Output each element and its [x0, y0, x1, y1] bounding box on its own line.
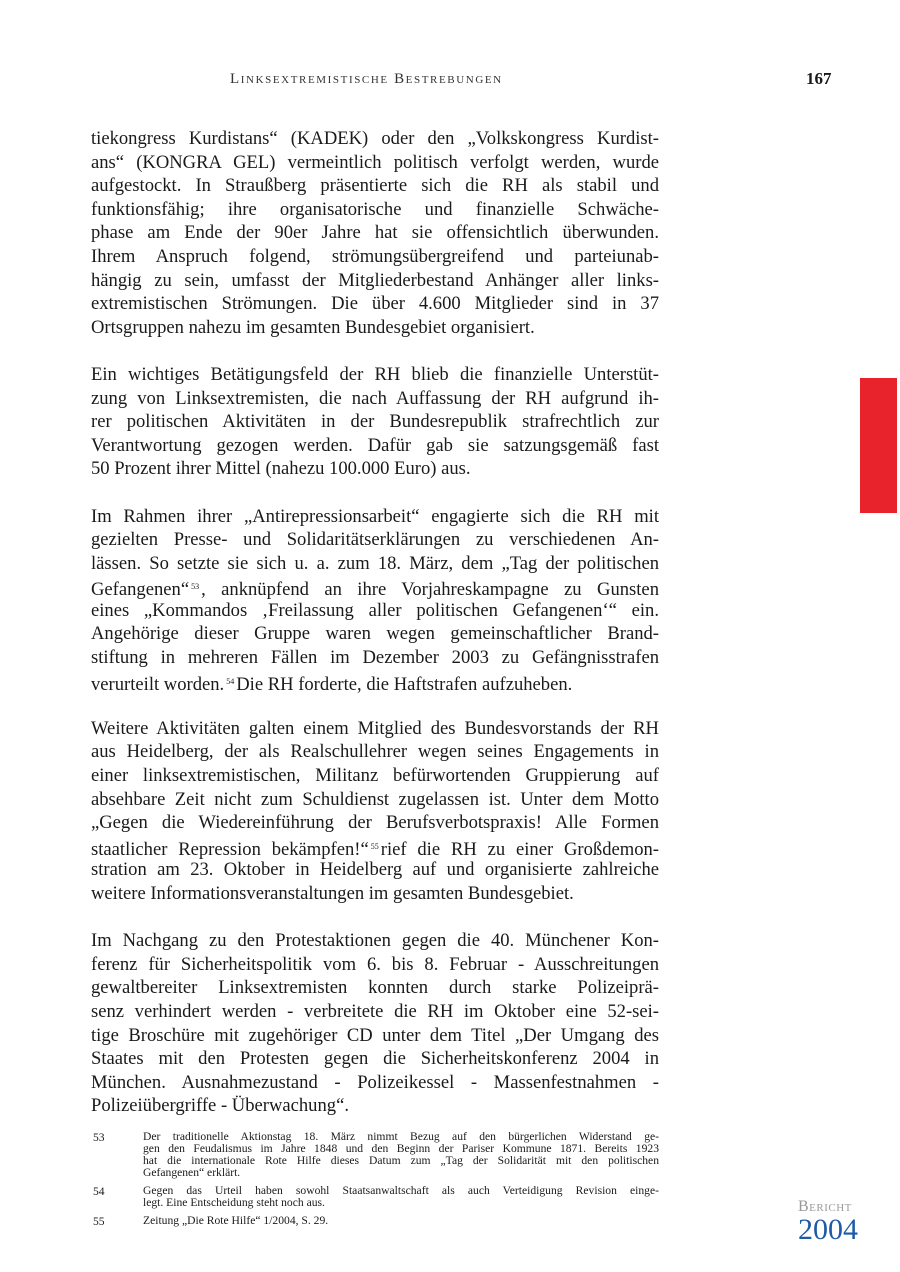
text-line — [91, 575, 659, 599]
text-line: Weitere Aktivitäten galten einem Mitglied des Bundesvorstands der RH — [91, 717, 659, 739]
text-line: Ortsgruppen nahezu im gesamten Bundesgebiet organisiert. — [91, 316, 535, 338]
footnote-text — [143, 1131, 659, 1179]
text-line: phase am Ende der 90er Jahre hat sie offensichtlich überwunden. — [91, 222, 659, 244]
text-line: „Gegen die Wiedereinführung der Berufsverbotspraxis! Alle Formen — [91, 812, 659, 834]
footnote-reference: 53 — [191, 582, 200, 592]
section-color-tab — [860, 378, 897, 513]
text-line: aus Heidelberg, der als Realschullehrer wegen seines Engagements in — [91, 741, 659, 763]
footnote-line: Der traditionelle Aktionstag 18. März nimmt Bezug auf den bürgerlichen Widerstand ge- — [143, 1130, 659, 1143]
text-line: Angehörige dieser Gruppe waren wegen gemeinschaftlicher Brand- — [91, 623, 659, 645]
text-line: lässen. So setzte sie sich u. a. zum 18. März, dem „Tag der politischen — [91, 552, 659, 574]
text-line: München. Ausnahmezustand - Polizeikessel - Massenfestnahmen - — [91, 1071, 659, 1093]
text-segment: staatlicher Repression bekämpfen!“ — [91, 838, 369, 860]
paragraph — [91, 717, 659, 906]
footnotes — [93, 1131, 659, 1234]
paragraph — [91, 929, 659, 1118]
running-header-title: Linksextremistische Bestrebungen — [230, 71, 503, 87]
footnote-line: Zeitung „Die Rote Hilfe“ 1/2004, S. 29. — [143, 1214, 329, 1227]
text-segment: verurteilt worden. — [91, 673, 225, 695]
text-line: extremistischen Strömungen. Die über 4.600 Mitglieder sind in 37 — [91, 293, 659, 315]
text-segment: Die RH forderte, die Haftstrafen aufzuheben. — [236, 673, 573, 695]
text-line: gewaltbereiter Linksextremisten konnten durch starke Polizeiprä- — [91, 977, 659, 999]
text-line: ans“ (KONGRA GEL) vermeintlich politisch verfolgt werden, wurde — [91, 151, 659, 173]
text-line: ferenz für Sicherheitspolitik vom 6. bis 8. Februar - Ausschreitungen — [91, 953, 659, 975]
page-number: 167 — [806, 69, 832, 88]
logo-word: Bericht — [798, 1198, 852, 1215]
text-line: senz verhindert werden - verbreitete die RH im Oktober eine 52-sei- — [91, 1000, 659, 1022]
footnote-line: gen den Feudalismus im Jahre 1848 und den Beginn der Pariser Kommune 1871. Bereits 1923 — [143, 1142, 659, 1155]
footnote-number: 54 — [93, 1185, 105, 1198]
text-line: Im Rahmen ihrer „Antirepressionsarbeit“ engagierte sich die RH mit — [91, 505, 659, 527]
footnote-number: 55 — [93, 1215, 105, 1228]
footnote — [93, 1131, 659, 1179]
text-line: gezielten Presse- und Solidaritätserklärungen zu verschiedenen An- — [91, 529, 659, 551]
footnote-reference: 54 — [226, 676, 235, 686]
text-line: tige Broschüre mit zugehöriger CD unter dem Titel „Der Umgang des — [91, 1024, 659, 1046]
text-line: stration am 23. Oktober in Heidelberg auf und organisierte zahlreiche — [91, 859, 659, 881]
text-line: Polizeiübergriffe - Überwachung“. — [91, 1095, 349, 1117]
text-line — [91, 835, 659, 859]
text-line: 50 Prozent ihrer Mittel (nahezu 100.000 Euro) aus. — [91, 458, 471, 480]
logo-year: 2004 — [798, 1213, 858, 1246]
footnote-number: 53 — [93, 1131, 105, 1144]
text-line: Staates mit den Protesten gegen die Sicherheitskonferenz 2004 in — [91, 1048, 659, 1070]
footnote-line: Gegen das Urteil haben sowohl Staatsanwaltschaft als auch Verteidigung Revision einge- — [143, 1184, 659, 1197]
footnote — [93, 1215, 659, 1228]
footnote-text — [143, 1215, 659, 1228]
text-line: weitere Informationsveranstaltungen im gesamten Bundesgebiet. — [91, 883, 574, 904]
footnote-text — [143, 1185, 659, 1209]
footnote — [93, 1185, 659, 1209]
text-line: rer politischen Aktivitäten in der Bundesrepublik strafrechtlich zur — [91, 411, 659, 433]
text-line: Ein wichtiges Betätigungsfeld der RH blieb die finanzielle Unterstüt- — [91, 363, 659, 385]
footnote-line: hat die internationale Rote Hilfe dieses Datum zum „Tag der Solidarität mit den politischen — [143, 1154, 659, 1167]
text-segment: rief die RH zu einer Großdemon- — [380, 838, 659, 860]
footnote-reference: 55 — [370, 841, 379, 851]
text-line: Ihrem Anspruch folgend, strömungsübergreifend und parteiunab- — [91, 245, 659, 267]
footnote-line: Gefangenen“ erklärt. — [143, 1166, 241, 1179]
footnote-line: legt. Eine Entscheidung steht noch aus. — [143, 1196, 325, 1209]
text-line — [91, 670, 659, 694]
report-logo — [798, 1198, 858, 1244]
paragraph — [91, 363, 659, 481]
paragraph — [91, 505, 659, 694]
text-line: Im Nachgang zu den Protestaktionen gegen die 40. Münchener Kon- — [91, 930, 659, 952]
text-line: einer linksextremistischen, Militanz befürwortenden Gruppierung auf — [91, 765, 659, 787]
text-line: tiekongress Kurdistans“ (KADEK) oder den „Volkskongress Kurdist- — [91, 128, 659, 149]
text-line: zung von Linksextremisten, die nach Auffassung der RH aufgrund ih- — [91, 387, 659, 409]
text-line: hängig zu sein, umfasst der Mitgliederbestand Anhänger aller links- — [91, 269, 659, 291]
text-line: Verantwortung gezogen werden. Dafür gab sie satzungsgemäß fast — [91, 434, 659, 456]
text-segment: , anknüpfend an ihre Vorjahreskampagne zu Gunsten — [201, 579, 659, 601]
text-line: eines „Kommandos ‚Freilassung aller politischen Gefangenen‘“ ein. — [91, 599, 659, 621]
text-line: stiftung in mehreren Fällen im Dezember 2003 zu Gefängnisstrafen — [91, 647, 659, 669]
text-line: funktionsfähig; ihre organisatorische und finanzielle Schwäche- — [91, 198, 659, 220]
text-line: aufgestockt. In Straußberg präsentierte sich die RH als stabil und — [91, 175, 659, 197]
text-segment: Gefangenen“ — [91, 579, 190, 601]
paragraph — [91, 127, 659, 339]
text-line: absehbare Zeit nicht zum Schuldienst zugelassen ist. Unter dem Motto — [91, 788, 659, 810]
body-text — [91, 127, 659, 1142]
